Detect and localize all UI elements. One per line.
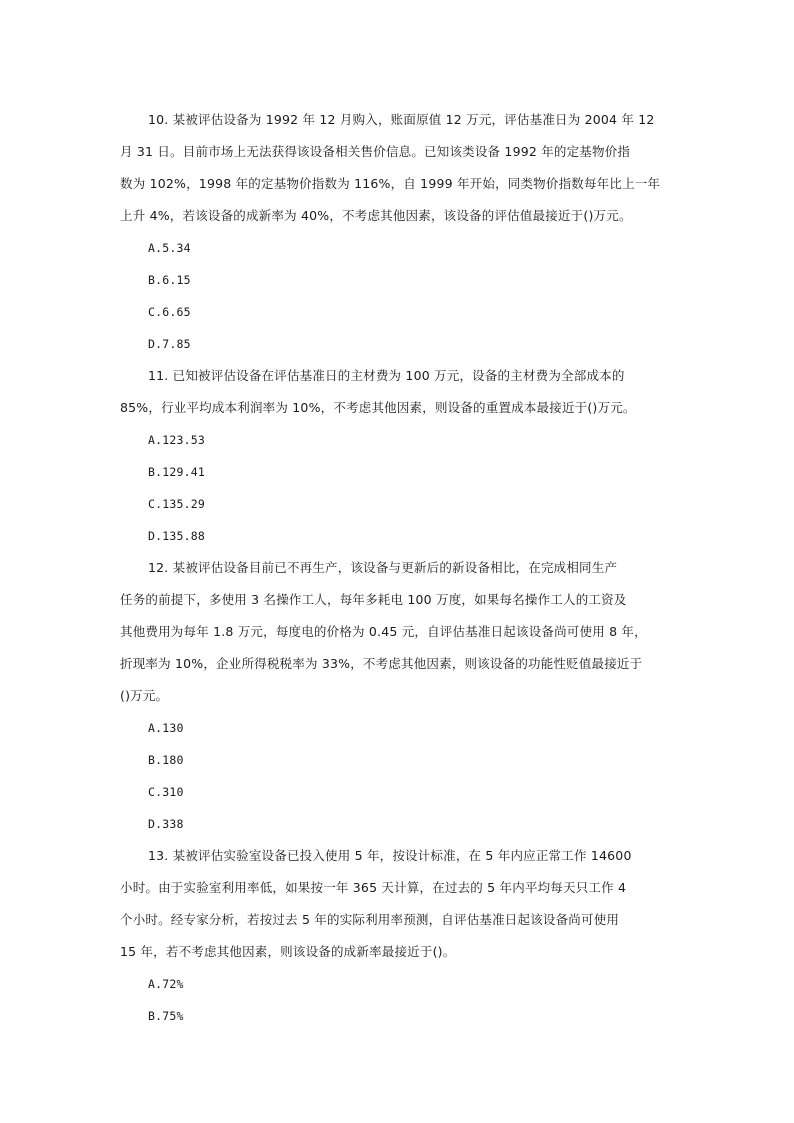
question-text-line: 其他费用为每年 1.8 万元，每度电的价格为 0.45 元，自评估基准日起该设备尚可使用 8 年， bbox=[120, 624, 647, 639]
option-a: A.5.34 bbox=[148, 241, 191, 255]
option-c: C.6.65 bbox=[148, 305, 191, 319]
question-text-line: 12. 某被评估设备目前已不再生产，该设备与更新后的新设备相比，在完成相同生产 bbox=[148, 560, 618, 575]
option-b: B.180 bbox=[148, 753, 184, 767]
option-b: B.6.15 bbox=[148, 273, 191, 287]
option-a: A.123.53 bbox=[148, 433, 205, 447]
question-text-line: 数为 102%，1998 年的定基物价指数为 116%，自 1999 年开始，同类物价指数每年比上一年 bbox=[120, 176, 661, 191]
option-d: D.7.85 bbox=[148, 337, 191, 351]
option-c: C.310 bbox=[148, 785, 184, 799]
question-text-line: 上升 4%，若该设备的成新率为 40%，不考虑其他因素，该设备的评估值最接近于()万元。 bbox=[120, 208, 632, 223]
question-text-line: 15 年，若不考虑其他因素，则该设备的成新率最接近于()。 bbox=[120, 944, 456, 959]
question-text-line: 个小时。经专家分析，若按过去 5 年的实际利用率预测，自评估基准日起该设备尚可使用 bbox=[120, 912, 620, 927]
question-text-line: 小时。由于实验室利用率低，如果按一年 365 天计算，在过去的 5 年内平均每天只工作 4 bbox=[120, 880, 627, 895]
option-d: D.135.88 bbox=[148, 529, 205, 543]
option-b: B.75% bbox=[148, 1009, 184, 1023]
question-text-line: 11. 已知被评估设备在评估基准日的主材费为 100 万元，设备的主材费为全部成本的 bbox=[148, 368, 625, 383]
option-d: D.338 bbox=[148, 817, 184, 831]
option-b: B.129.41 bbox=[148, 465, 205, 479]
question-text-line: 折现率为 10%，企业所得税税率为 33%，不考虑其他因素，则该设备的功能性贬值最接近于 bbox=[120, 656, 643, 671]
question-11 bbox=[120, 360, 680, 552]
document-body bbox=[120, 104, 680, 1032]
question-10 bbox=[120, 104, 680, 360]
option-a: A.130 bbox=[148, 721, 184, 735]
question-text-line: 10. 某被评估设备为 1992 年 12 月购入，账面原值 12 万元，评估基准日为 2004 年 12 bbox=[148, 112, 655, 127]
question-text-line: ()万元。 bbox=[120, 688, 169, 703]
question-text-line: 任务的前提下，多使用 3 名操作工人，每年多耗电 100 万度，如果每名操作工人的工资及 bbox=[120, 592, 627, 607]
option-c: C.135.29 bbox=[148, 497, 205, 511]
question-text-line: 85%，行业平均成本利润率为 10%，不考虑其他因素，则设备的重置成本最接近于()万元。 bbox=[120, 400, 636, 415]
question-13 bbox=[120, 840, 680, 1032]
question-12 bbox=[120, 552, 680, 840]
option-a: A.72% bbox=[148, 977, 184, 991]
question-text-line: 13. 某被评估实验室设备已投入使用 5 年，按设计标准，在 5 年内应正常工作 14600 bbox=[148, 848, 632, 863]
question-text-line: 月 31 日。目前市场上无法获得该设备相关售价信息。已知该类设备 1992 年的定基物价指 bbox=[120, 144, 631, 159]
